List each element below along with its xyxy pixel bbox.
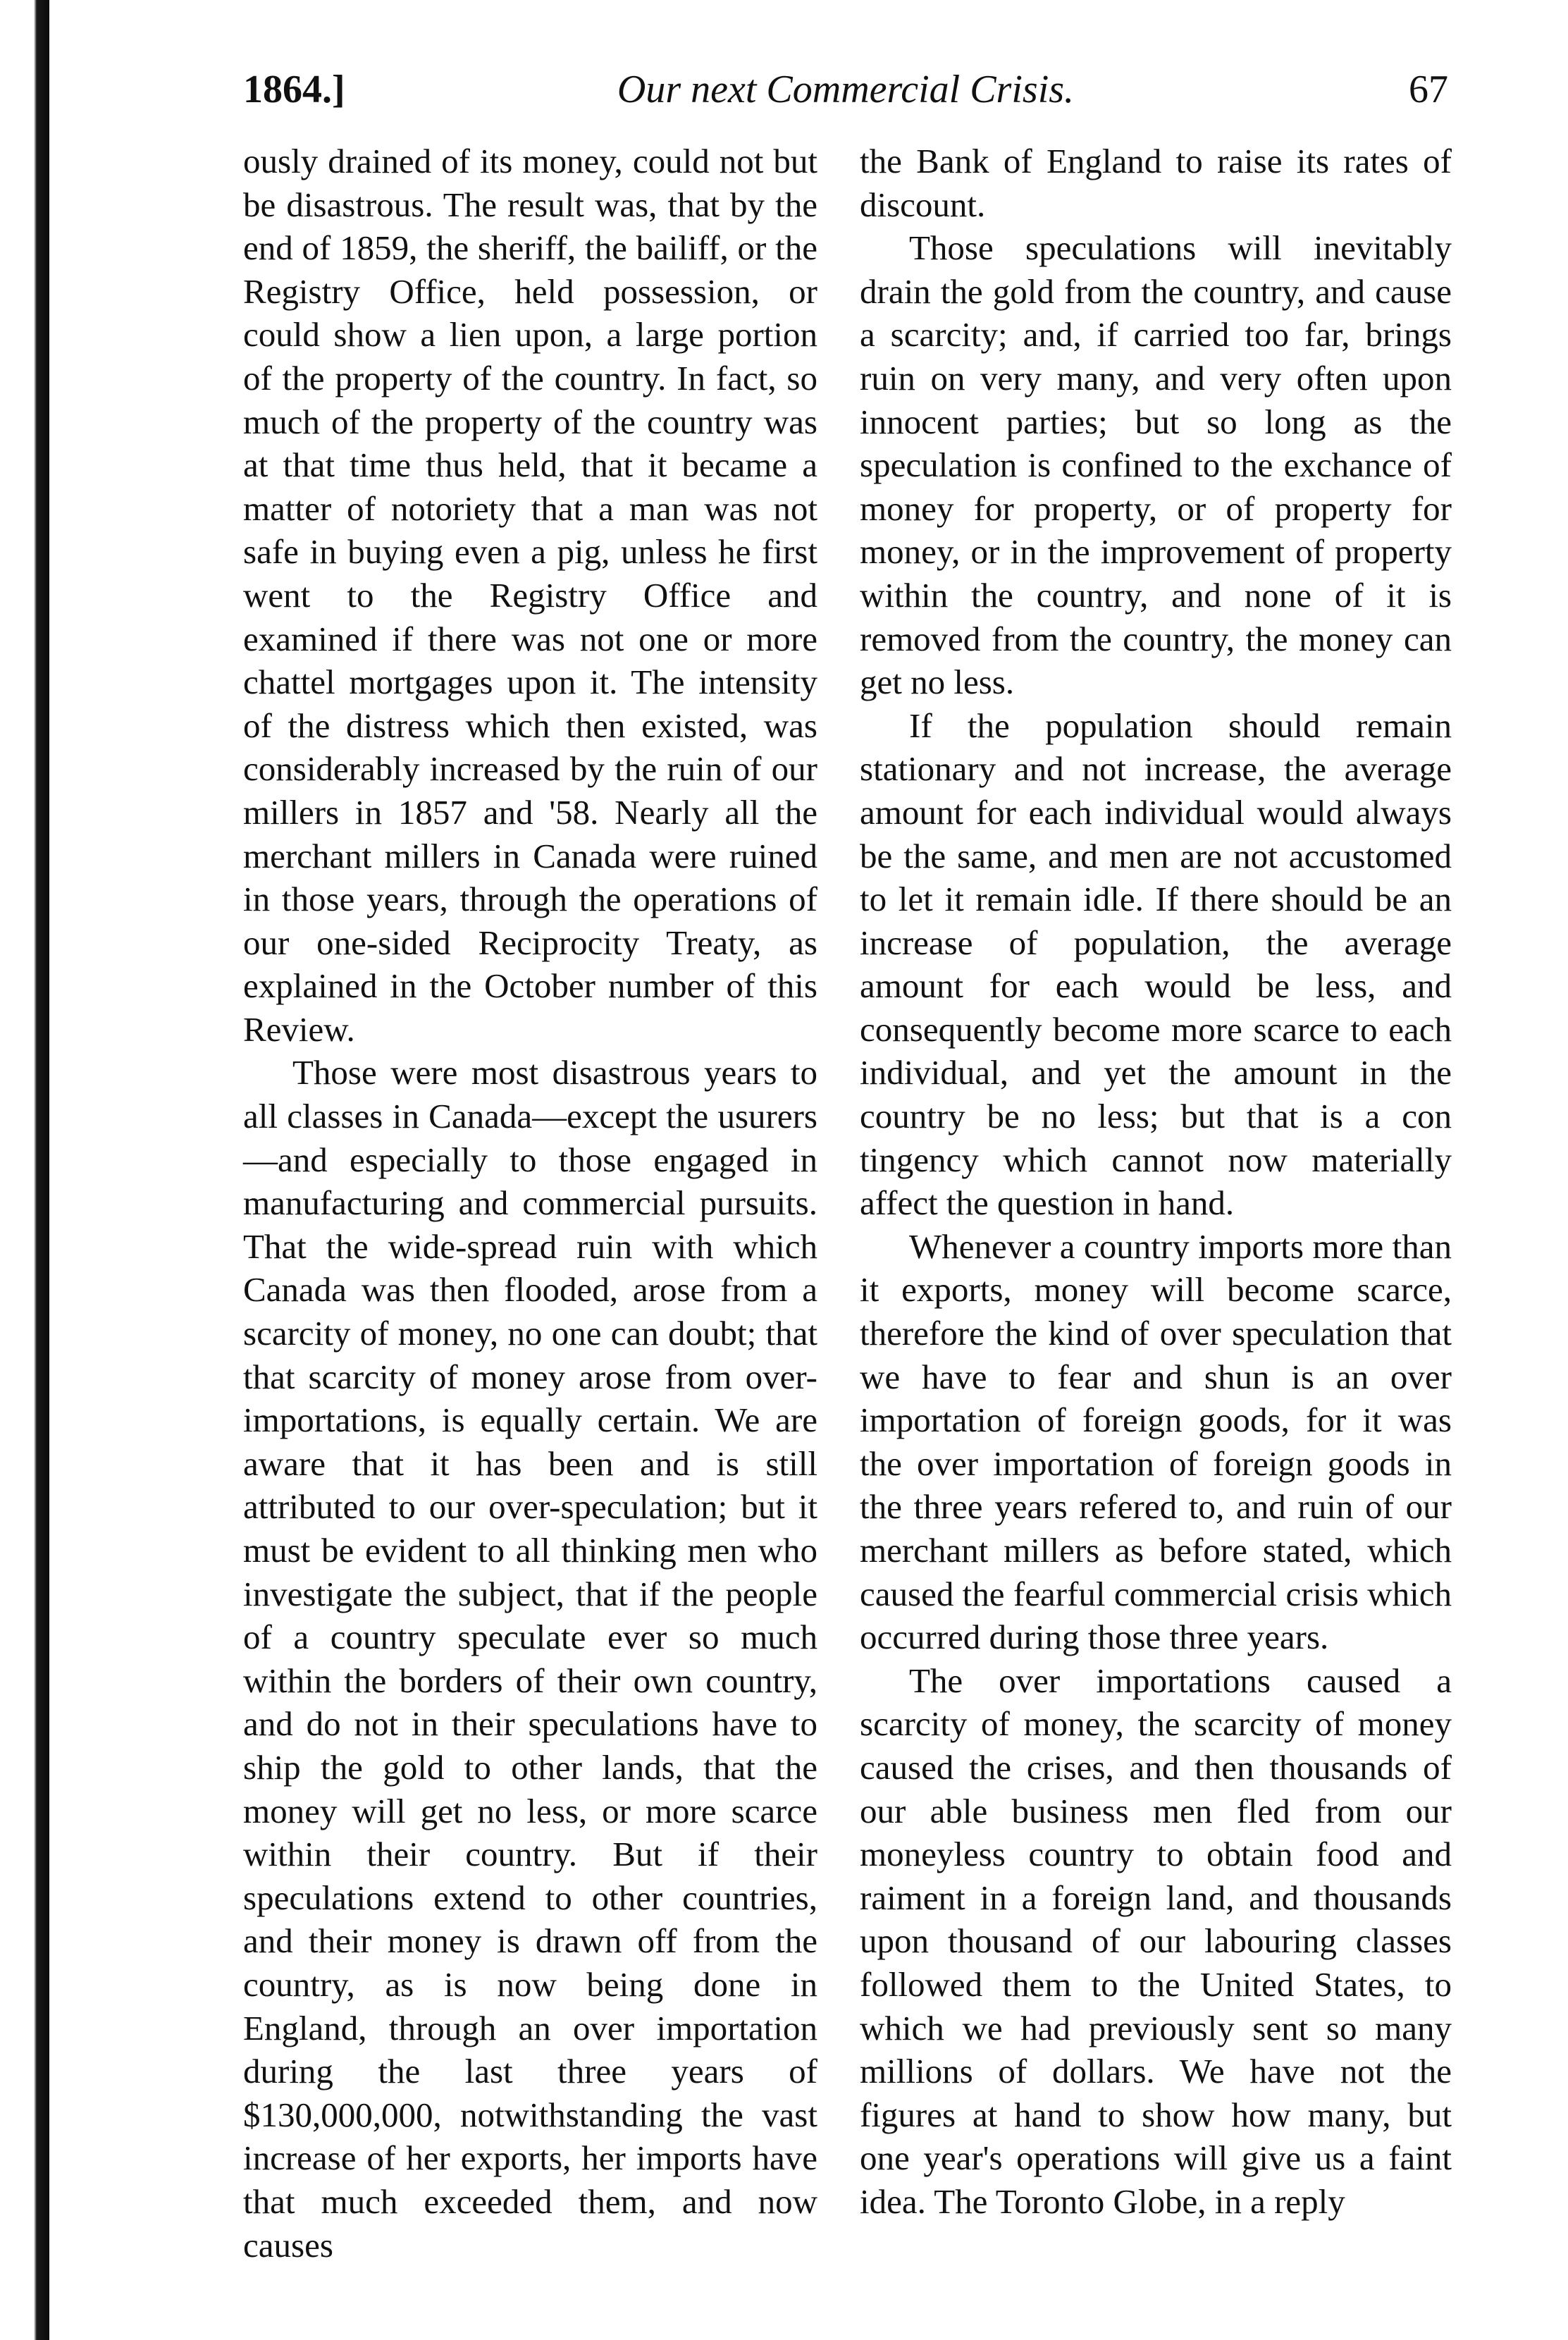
running-header (243, 67, 1448, 123)
paragraph: ously drained of its money, could not but be disastrous. The result was, that by the end of 1859, the sheriff, the bailiff, or the Registry Office, held possession, or could show a lien upon, a large portion of the property of the country. In fact, so much of the property of the country was at that time thus held, that it became a matter of notoriety that a man was not safe in buying even a pig, unless he first went to the Registry Office and examined if there was not one or more chattel mortgages upon it. The intensity of the distress which then existed, was considerably increased by the ruin of our millers in 1857 and '58. Nearly all the merchant millers in Canada were ruined in those years, through the operations of our one-sided Reciprocity Treaty, as explained in the October number of this Review. (243, 142, 817, 1049)
paragraph: Those speculations will inevitably drain the gold from the country, and cause a scarcity; and, if carried too far, brings ruin on very many, and very often upon innocent parties; but so long as the speculation is confined to the exchance of money for property, or of property for money, or in the improvement of property within the country, and none of it is removed from the country, the money can get no less. (860, 228, 1452, 702)
paragraph: Those were most disastrous years to all classes in Canada—except the usurers—and especially to those engaged in manufacturing and commercial pursuits. That the wide-spread ruin with which Canada was then flooded, arose from a scarcity of money, no one can doubt; that that scarcity of money arose from over-importations, is equally certain. We are aware that it has been and is still attributed to our over-speculation; but it must be evident to all thinking men who investigate the subject, that if the people of a country speculate ever so much within the borders of their own country, and do not in their speculations have to ship the gold to other lands, that the money will get no less, or more scarce within their country. But if their speculations extend to other countries, and their money is drawn off from the country, as is now being done in England, through an over importation during the last three years of $130,000,000, notwithstanding the vast increase of her exports, her imports have that much exceeded them, and now causes (243, 1053, 817, 2265)
header-year: 1864.] (243, 68, 345, 111)
paragraph: the Bank of England to raise its rates of discount. (860, 142, 1452, 224)
book-binding-edge (0, 0, 49, 2340)
header-title: Our next Commercial Crisis. (617, 68, 1075, 111)
right-column (860, 140, 1452, 2224)
page-number: 67 (1409, 68, 1448, 111)
paragraph: If the population should remain stationary and not increase, the average amount for each individual would always be the same, and men are not accustomed to let it remain idle. If there should be an increase of population, the average amount for each would be less, and consequently become more scarce to each individual, and yet the amount in the country be no less; but that is a con tingency which cannot now materially affect the question in hand. (860, 706, 1452, 1223)
left-column (243, 140, 817, 2267)
paragraph: The over importations caused a scarcity of money, the scarcity of money caused the crises, and then thousands of our able business men fled from our moneyless country to obtain food and raiment in a foreign land, and thousands upon thousand of our labouring classes followed them to the United States, to which we had previously sent so many millions of dollars. We have not the figures at hand to show how many, but one year's operations will give us a faint idea. The Toronto Globe, in a reply (860, 1661, 1452, 2221)
paragraph: Whenever a country imports more than it exports, money will become scarce, therefore the kind of over speculation that we have to fear and shun is an over importation of foreign goods, for it was the over importation of foreign goods in the three years refered to, and ruin of our merchant millers as before stated, which caused the fearful commercial crisis which occurred during those three years. (860, 1226, 1452, 1657)
